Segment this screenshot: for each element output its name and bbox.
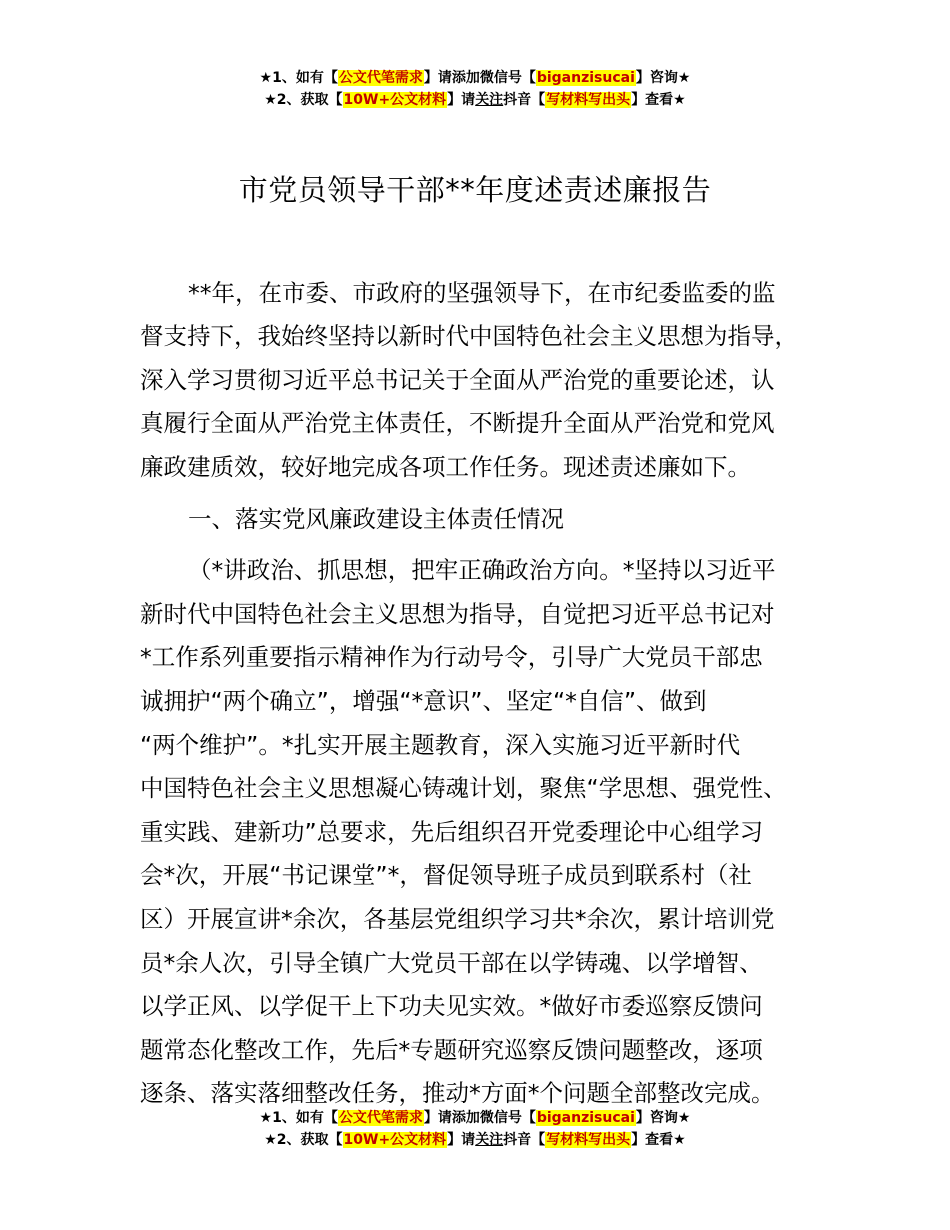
- banner-text: 抖音【: [503, 1132, 546, 1148]
- banner-text: 】请添加微信号【: [423, 1110, 536, 1126]
- banner-underline-follow: 关注: [475, 1132, 504, 1148]
- header-banner: [0, 67, 950, 111]
- banner-line-2: [0, 89, 950, 111]
- banner-text: 】查看★: [631, 1132, 686, 1148]
- banner-text: 抖音【: [503, 92, 546, 108]
- banner-text: 】请添加微信号【: [423, 70, 536, 86]
- document-body: [140, 200, 832, 1116]
- banner-text: ★2、获取【: [264, 92, 343, 108]
- banner-highlight-douyin-account: 写材料写出头: [546, 1132, 631, 1148]
- banner-text: ★1、如有【: [259, 1110, 338, 1126]
- body-line: 区）开展宣讲*余次，各基层党组织学习共*余次，累计培训党: [140, 904, 775, 933]
- body-line: 逐条、落实落细整改任务，推动*方面*个问题全部整改完成。: [140, 1079, 775, 1108]
- banner-text: 】请: [447, 1132, 476, 1148]
- banner-line-1: [0, 67, 950, 89]
- banner-highlight-materials: 10W+公文材料: [343, 92, 447, 108]
- banner-text: ★2、获取【: [264, 1132, 343, 1148]
- banner-highlight-service: 公文代笔需求: [338, 1110, 423, 1126]
- banner-highlight-douyin-account: 写材料写出头: [546, 92, 631, 108]
- body-line: 廉政建质效，较好地完成各项工作任务。现述责述廉如下。: [140, 452, 751, 481]
- banner-line-2: [0, 1129, 950, 1151]
- body-line: 会*次，开展“书记课堂”*，督促领导班子成员到联系村（社: [140, 861, 752, 890]
- body-line: 以学正风、以学促干上下功夫见实效。*做好市委巡察反馈问: [140, 992, 763, 1021]
- body-line: 中国特色社会主义思想凝心铸魂计划，聚焦“学思想、强党性、: [140, 774, 787, 803]
- banner-highlight-wechat-id: biganzisucai: [536, 1110, 635, 1126]
- banner-text: 】咨询★: [635, 70, 691, 86]
- body-line: 深入学习贯彻习近平总书记关于全面从严治党的重要论述，认: [140, 365, 775, 394]
- body-line: 真履行全面从严治党主体责任，不断提升全面从严治党和党风: [140, 409, 775, 438]
- body-line: 新时代中国特色社会主义思想为指导，自觉把习近平总书记对: [140, 599, 775, 628]
- banner-text: ★1、如有【: [259, 70, 338, 86]
- banner-underline-follow: 关注: [475, 92, 504, 108]
- body-line: 重实践、建新功”总要求，先后组织召开党委理论中心组学习: [140, 817, 764, 846]
- banner-text: 】咨询★: [635, 1110, 691, 1126]
- document-title: 市党员领导干部**年度述责述廉报告: [238, 173, 712, 207]
- body-line: *工作系列重要指示精神作为行动号令，引导广大党员干部忠: [140, 643, 763, 672]
- body-line: **年，在市委、市政府的坚强领导下，在市纪委监委的监: [188, 278, 776, 307]
- banner-highlight-wechat-id: biganzisucai: [536, 70, 635, 86]
- body-line: （*讲政治、抓思想，把牢正确政治方向。*坚持以习近平: [188, 556, 776, 585]
- body-line: 员*余人次，引导全镇广大党员干部在以学铸魂、以学增智、: [140, 948, 763, 977]
- body-line: [140, 228, 832, 272]
- body-line: 诚拥护“两个确立”，增强“*意识”、坚定“*自信”、做到: [140, 686, 707, 715]
- banner-text: 】请: [447, 92, 476, 108]
- banner-text: 】查看★: [631, 92, 686, 108]
- banner-line-1: [0, 1107, 950, 1129]
- body-line: 督支持下，我始终坚持以新时代中国特色社会主义思想为指导，: [140, 322, 798, 351]
- banner-highlight-service: 公文代笔需求: [338, 70, 423, 86]
- banner-highlight-materials: 10W+公文材料: [343, 1132, 447, 1148]
- body-line: “两个维护”。*扎实开展主题教育，深入实施习近平新时代: [140, 730, 741, 759]
- body-line: 题常态化整改工作，先后*专题研究巡察反馈问题整改，逐项: [140, 1035, 763, 1064]
- section-heading: 一、落实党风廉政建设主体责任情况: [188, 504, 564, 533]
- footer-banner: [0, 1107, 950, 1151]
